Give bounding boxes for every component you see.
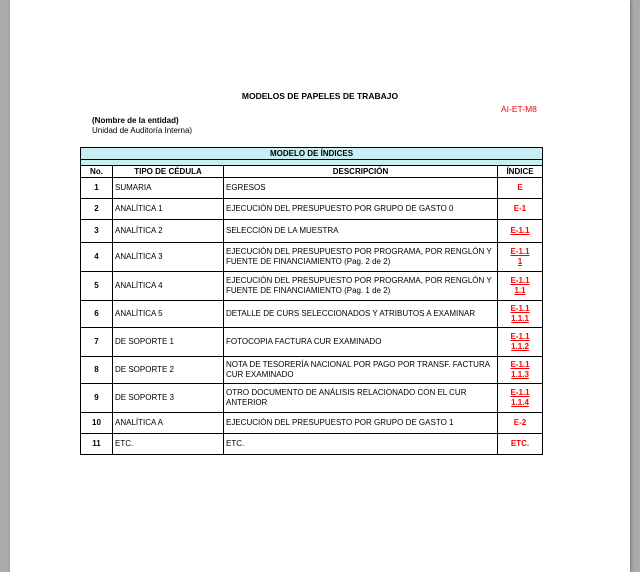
row-descripcion: EGRESOS (224, 178, 498, 199)
row-number: 8 (81, 357, 113, 384)
row-descripcion: EJECUCIÓN DEL PRESUPUESTO POR GRUPO DE GASTO 1 (224, 413, 498, 434)
row-indice (498, 199, 543, 220)
row-indice (498, 328, 543, 357)
row-tipo: SUMARIA (113, 178, 224, 199)
index-subcode: 1.1.4 (511, 398, 529, 407)
table-row (81, 243, 543, 272)
row-tipo: ANALÍTICA 2 (113, 220, 224, 243)
table-row (81, 434, 543, 455)
index-subcode: 1.1.3 (511, 370, 529, 379)
row-tipo: ETC. (113, 434, 224, 455)
index-code: E-1.1 (510, 247, 530, 256)
document-code: AI-ET-M8 (501, 104, 537, 114)
row-descripcion: OTRO DOCUMENTO DE ANÁLISIS RELACIONADO CON EL CUR ANTERIOR (224, 384, 498, 413)
index-code: E-1.1 (510, 360, 530, 369)
document-title: MODELOS DE PAPELES DE TRABAJO (241, 91, 399, 101)
row-indice (498, 301, 543, 328)
index-code: E (517, 183, 523, 192)
row-indice (498, 272, 543, 301)
index-subcode: 1.1.2 (511, 342, 529, 351)
table-row (81, 357, 543, 384)
row-descripcion: EJECUCIÓN DEL PRESUPUESTO POR GRUPO DE GASTO 0 (224, 199, 498, 220)
index-subcode: 1 (517, 257, 523, 266)
row-indice (498, 434, 543, 455)
row-tipo: ANALÍTICA 4 (113, 272, 224, 301)
row-number: 11 (81, 434, 113, 455)
row-descripcion: NOTA DE TESORERÍA NACIONAL POR PAGO POR TRANSF. FACTURA CUR EXAMINADO (224, 357, 498, 384)
index-code: E-1.1 (510, 332, 530, 341)
row-number: 5 (81, 272, 113, 301)
row-tipo: DE SOPORTE 1 (113, 328, 224, 357)
row-descripcion: EJECUCIÓN DEL PRESUPUESTO POR PROGRAMA, POR RENGLÓN Y FUENTE DE FINANCIAMIENTO (Pag. 2 de 2) (224, 243, 498, 272)
row-tipo: DE SOPORTE 2 (113, 357, 224, 384)
index-subcode: 1.1.1 (511, 314, 529, 323)
row-tipo: ANALÍTICA 5 (113, 301, 224, 328)
row-descripcion: FOTOCOPIA FACTURA CUR EXAMINADO (224, 328, 498, 357)
table-caption: MODELO DE ÍNDICES (81, 148, 543, 160)
audit-unit: Unidad de Auditoría Interna) (92, 126, 193, 135)
row-number: 7 (81, 328, 113, 357)
row-number: 1 (81, 178, 113, 199)
row-descripcion: EJECUCIÓN DEL PRESUPUESTO POR PROGRAMA, POR RENGLÓN Y FUENTE DE FINANCIAMIENTO (Pag. 1 de 2) (224, 272, 498, 301)
table-row (81, 272, 543, 301)
row-number: 2 (81, 199, 113, 220)
header-descripcion: DESCRIPCIÓN (224, 166, 498, 178)
index-code: E-2 (513, 418, 527, 427)
row-indice (498, 357, 543, 384)
row-tipo: ANALÍTICA A (113, 413, 224, 434)
index-code: E-1.1 (510, 388, 530, 397)
header-indice: ÍNDICE (498, 166, 543, 178)
row-descripcion: ETC. (224, 434, 498, 455)
entity-name: (Nombre de la entidad) (92, 116, 179, 125)
row-number: 4 (81, 243, 113, 272)
row-indice (498, 243, 543, 272)
index-code: E-1.1 (510, 304, 530, 313)
index-subcode: 1.1 (514, 286, 526, 295)
header-tipo: TIPO DE CÉDULA (113, 166, 224, 178)
index-table (80, 147, 543, 455)
table-row (81, 199, 543, 220)
table-row (81, 220, 543, 243)
row-number: 3 (81, 220, 113, 243)
row-number: 9 (81, 384, 113, 413)
row-number: 6 (81, 301, 113, 328)
row-indice (498, 384, 543, 413)
row-tipo: DE SOPORTE 3 (113, 384, 224, 413)
row-number: 10 (81, 413, 113, 434)
table-row (81, 178, 543, 199)
row-indice (498, 220, 543, 243)
index-code: E-1 (513, 204, 527, 213)
index-code: ETC. (510, 439, 530, 448)
index-code: E-1.1 (510, 226, 530, 235)
row-descripcion: SELECCIÓN DE LA MUESTRA (224, 220, 498, 243)
row-tipo: ANALÍTICA 1 (113, 199, 224, 220)
table-row (81, 384, 543, 413)
row-indice (498, 413, 543, 434)
row-descripcion: DETALLE DE CURS SELECCIONADOS Y ATRIBUTOS A EXAMINAR (224, 301, 498, 328)
table-row (81, 301, 543, 328)
index-code: E-1.1 (510, 276, 530, 285)
row-tipo: ANALÍTICA 3 (113, 243, 224, 272)
table-row (81, 328, 543, 357)
row-indice (498, 178, 543, 199)
table-row (81, 413, 543, 434)
header-no: No. (81, 166, 113, 178)
